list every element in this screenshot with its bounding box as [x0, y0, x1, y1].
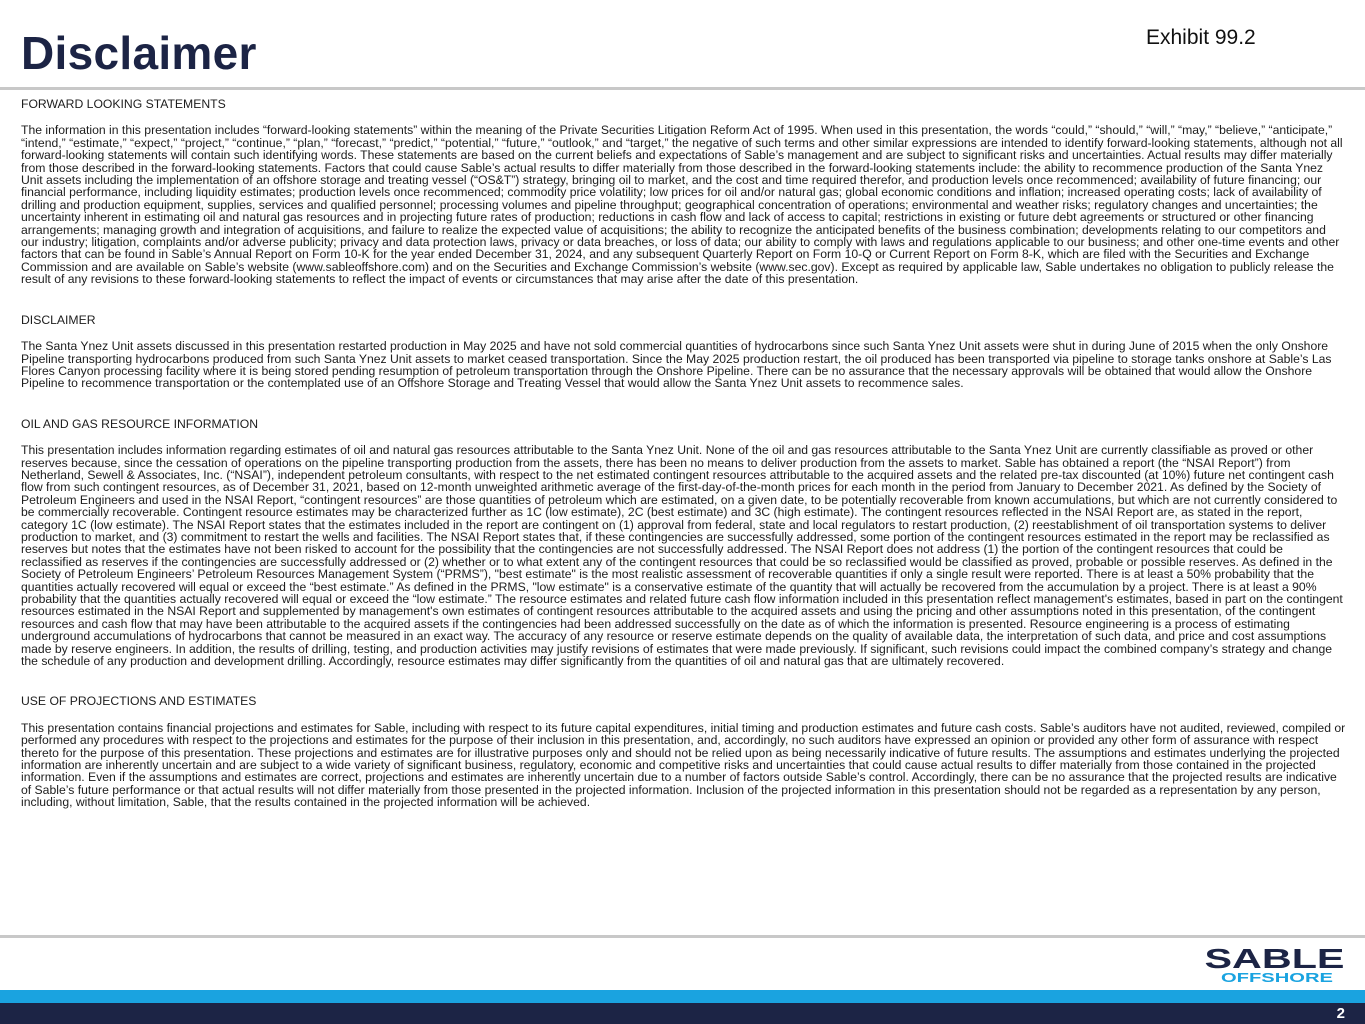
- footer-band: [0, 1003, 1365, 1024]
- footer-accent-band: [0, 990, 1365, 1003]
- section-heading: DISCLAIMER: [21, 312, 96, 327]
- section-paragraph: This presentation contains financial projections and estimates for Sable, including with respect to its future capital expenditures, initial timing and production estimates and future cash costs. Sable’s auditors have not audited, reviewed, compiled or performed any procedures with respect to the projections and estimates for the purpose of their inclusion in this presentation, and, accordingly, no such auditors have expressed an opinion or provided any other form of assurance with respect thereto for the purpose of this presentation. These projections and estimates are for illustrative purposes only and should not be relied upon as being necessarily indicative of future results. The assumptions and estimates underlying the projected information are inherently uncertain and are subject to a wide variety of significant business, regulatory, economic and competitive risks and uncertainties that could cause actual results to differ materially from those contained in the projected information. Even if the assumptions and estimates are correct, projections and estimates are inherently uncertain due to a number of factors outside Sable’s control. Accordingly, there can be no assurance that the projected results are indicative of Sable’s future performance or that actual results will not differ materially from those presented in the projected information. Inclusion of the projected information in this presentation should not be regarded as a representation by any person, including, without limitation, Sable, that the results contained in the projected information will be achieved.: [21, 720, 1346, 810]
- section-forward-looking: [21, 98, 1346, 286]
- section-paragraph: This presentation includes information regarding estimates of oil and natural gas resources attributable to the Santa Ynez Unit. None of the oil and gas resources attributable to the Santa Ynez Unit are currently classifiable as proved or other reserves because, since the cessation of operations on the pipeline transporting production from the assets, there has been no means to deliver production from the assets to market. Sable has obtained a report (the “NSAI Report”) from Netherland, Sewell & Associates, Inc. (“NSAI”), independent petroleum consultants, with respect to the net estimated contingent resources attributable to the acquired assets and the related pre-tax discounted (at 10%) future net contingent cash flow from such contingent resources, as of December 31, 2021, based on 12-month unweighted arithmetic average of the first-day-of-the-month prices for each month in the period from January to December 2021. As defined by the Society of Petroleum Engineers and used in the NSAI Report, “contingent resources” are those quantities of petroleum which are estimated, on a given date, to be potentially recoverable from known accumulations, but which are not currently considered to be commercially recoverable. Contingent resource estimates may be characterized further as 1C (low estimate), 2C (best estimate) and 3C (high estimate). The contingent resources reflected in the NSAI Report are, as stated in the report, category 1C (low estimate). The NSAI Report states that the estimates included in the report are contingent on (1) approval from federal, state and local regulators to restart production, (2) reestablishment of oil transportation systems to deliver production to market, and (3) commitment to restart the wells and facilities. The NSAI Report states that, if these contingencies are successfully addressed, some portion of the contingent resources estimated in the report may be reclassified as reserves but notes that the estimates have not been risked to account for the possibility that the contingencies are not successfully addressed. The NSAI Report does not address (1) the portion of the contingent resources that could be reclassified as reserves if the contingencies are successfully addressed or (2) whether or to what extent any of the contingent resources that could be so reclassified would be classified as proved, probable or possible reserves. As defined in the Society of Petroleum Engineers’ Petroleum Resources Management System (“PRMS”), "best estimate" is the most realistic assessment of recoverable quantities if only a single result were reported. There is at least a 50% probability that the quantities actually recovered will equal or exceed the “best estimate.” As defined in the PRMS, "low estimate" is a conservative estimate of the quantity that will actually be recovered from the accumulation by a project. There is at least a 90% probability that the quantities actually recovered will equal or exceed the “low estimate.” The resource estimates and related future cash flow information included in this presentation reflect management's estimates, based in part on the contingent resources estimated in the NSAI Report and supplemented by management's own estimates of contingent resources attributable to the acquired assets and using the pricing and other assumptions noted in this presentation, of the contingent resources and cash flow that may have been attributable to the acquired assets if the contingencies had been addressed successfully on the date as of which the information is presented. Resource engineering is a process of estimating underground accumulations of hydrocarbons that cannot be measured in an exact way. The accuracy of any resource or reserve estimate depends on the quality of available data, the interpretation of such data, and price and cost assumptions made by reserve engineers. In addition, the results of drilling, testing, and production activities may justify revisions of estimates that were made previously. If significant, such revisions could impact the combined company’s strategy and change the schedule of any production and development drilling. Accordingly, resource estimates may differ significantly from the quantities of oil and natural gas that are ultimately recovered.: [21, 443, 1343, 669]
- sable-offshore-logo: [1203, 944, 1346, 984]
- logo-wordmark: SABLE: [1204, 944, 1345, 974]
- section-disclaimer: [21, 314, 1346, 390]
- section-heading: OIL AND GAS RESOURCE INFORMATION: [21, 416, 259, 431]
- exhibit-label: Exhibit 99.2: [1146, 26, 1256, 49]
- section-heading: FORWARD LOOKING STATEMENTS: [21, 97, 226, 111]
- header-divider: [0, 87, 1365, 90]
- logo-subtitle: OFFSHORE: [1221, 970, 1334, 984]
- footer-divider: [0, 935, 1365, 938]
- section-paragraph: The Santa Ynez Unit assets discussed in this presentation restarted production in May 2025 and have not sold commercial quantities of hydrocarbons since such Santa Ynez Unit assets were shut in during June of 2015 when the only Onshore Pipeline transporting hydrocarbons produced from such Santa Ynez Unit assets to market ceased transportation. Since the May 2025 production restart, the oil produced has been transported via pipeline to storage tanks onshore at Sable’s Las Flores Canyon processing facility where it is being stored pending resumption of petroleum transportation through the Onshore Pipeline. There can be no assurance that the necessary approvals will be obtained that would allow the Onshore Pipeline to recommence transportation or the contemplated use of an Offshore Storage and Treating Vessel that would allow the Santa Ynez Unit assets to recommence sales.: [21, 339, 1332, 391]
- section-heading: USE OF PROJECTIONS AND ESTIMATES: [21, 694, 257, 709]
- page-number: 2: [1336, 1005, 1345, 1022]
- section-paragraph: The information in this presentation includes “forward-looking statements” within the meaning of the Private Securities Litigation Reform Act of 1995. When used in this presentation, the words “could,” “should,” “will,” “may,” “believe,” “anticipate,” “intend,” “estimate,” “expect,” “project,” “continue,” “plan,” “forecast,” “predict,” “potential,” “future,” “outlook,” and “target,” the negative of such terms and other similar expressions are intended to identify forward-looking statements, although not all forward-looking statements will contain such identifying words. These statements are based on the current beliefs and expectations of Sable’s management and are subject to significant risks and uncertainties. Actual results may differ materially from those described in the forward-looking statements. Factors that could cause Sable’s actual results to differ materially from those described in the forward-looking statements include: the ability to recommence production of the Santa Ynez Unit assets including the implementation of an offshore storage and treating vessel (“OS&T”) strategy, bringing oil to market, and the cost and time required therefor, and production levels once recommenced; availability of future financing; our financial performance, including liquidity estimates; production levels once recommenced; commodity price volatility; low prices for oil and/or natural gas; global economic conditions and inflation; increased operating costs; lack of availability of drilling and production equipment, supplies, services and qualified personnel; processing volumes and pipeline throughput; geographical concentration of operations; environmental and weather risks; regulatory changes and uncertainties; the uncertainty inherent in estimating oil and natural gas resources and in projecting future rates of production; reductions in cash flow and lack of access to capital; restrictions in existing or future debt agreements or structured or other financing arrangements; managing growth and integration of acquisitions, and failure to realize the expected value of acquisitions; the ability to recognize the anticipated benefits of the business combination; developments relating to our competitors and our industry; litigation, complaints and/or adverse publicity; privacy and data protection laws, privacy or data breaches, or loss of data; our ability to comply with laws and regulations applicable to our business; and other one-time events and other factors that can be found in Sable’s Annual Report on Form 10-K for the year ended December 31, 2024, and any subsequent Quarterly Report on Form 10-Q or Current Report on Form 8-K, which are filed with the Securities and Exchange Commission and are available on Sable’s website (www.sableoffshore.com) and on the Securities and Exchange Commission’s website (www.sec.gov). Except as required by applicable law, Sable undertakes no obligation to publicly release the result of any revisions to these forward-looking statements to reflect the impact of events or circumstances that may arise after the date of this presentation.: [21, 123, 1343, 287]
- section-resource-information: [21, 418, 1346, 668]
- page-title: Disclaimer: [21, 27, 257, 79]
- section-projections: [21, 695, 1346, 808]
- disclaimer-body: [21, 98, 1346, 809]
